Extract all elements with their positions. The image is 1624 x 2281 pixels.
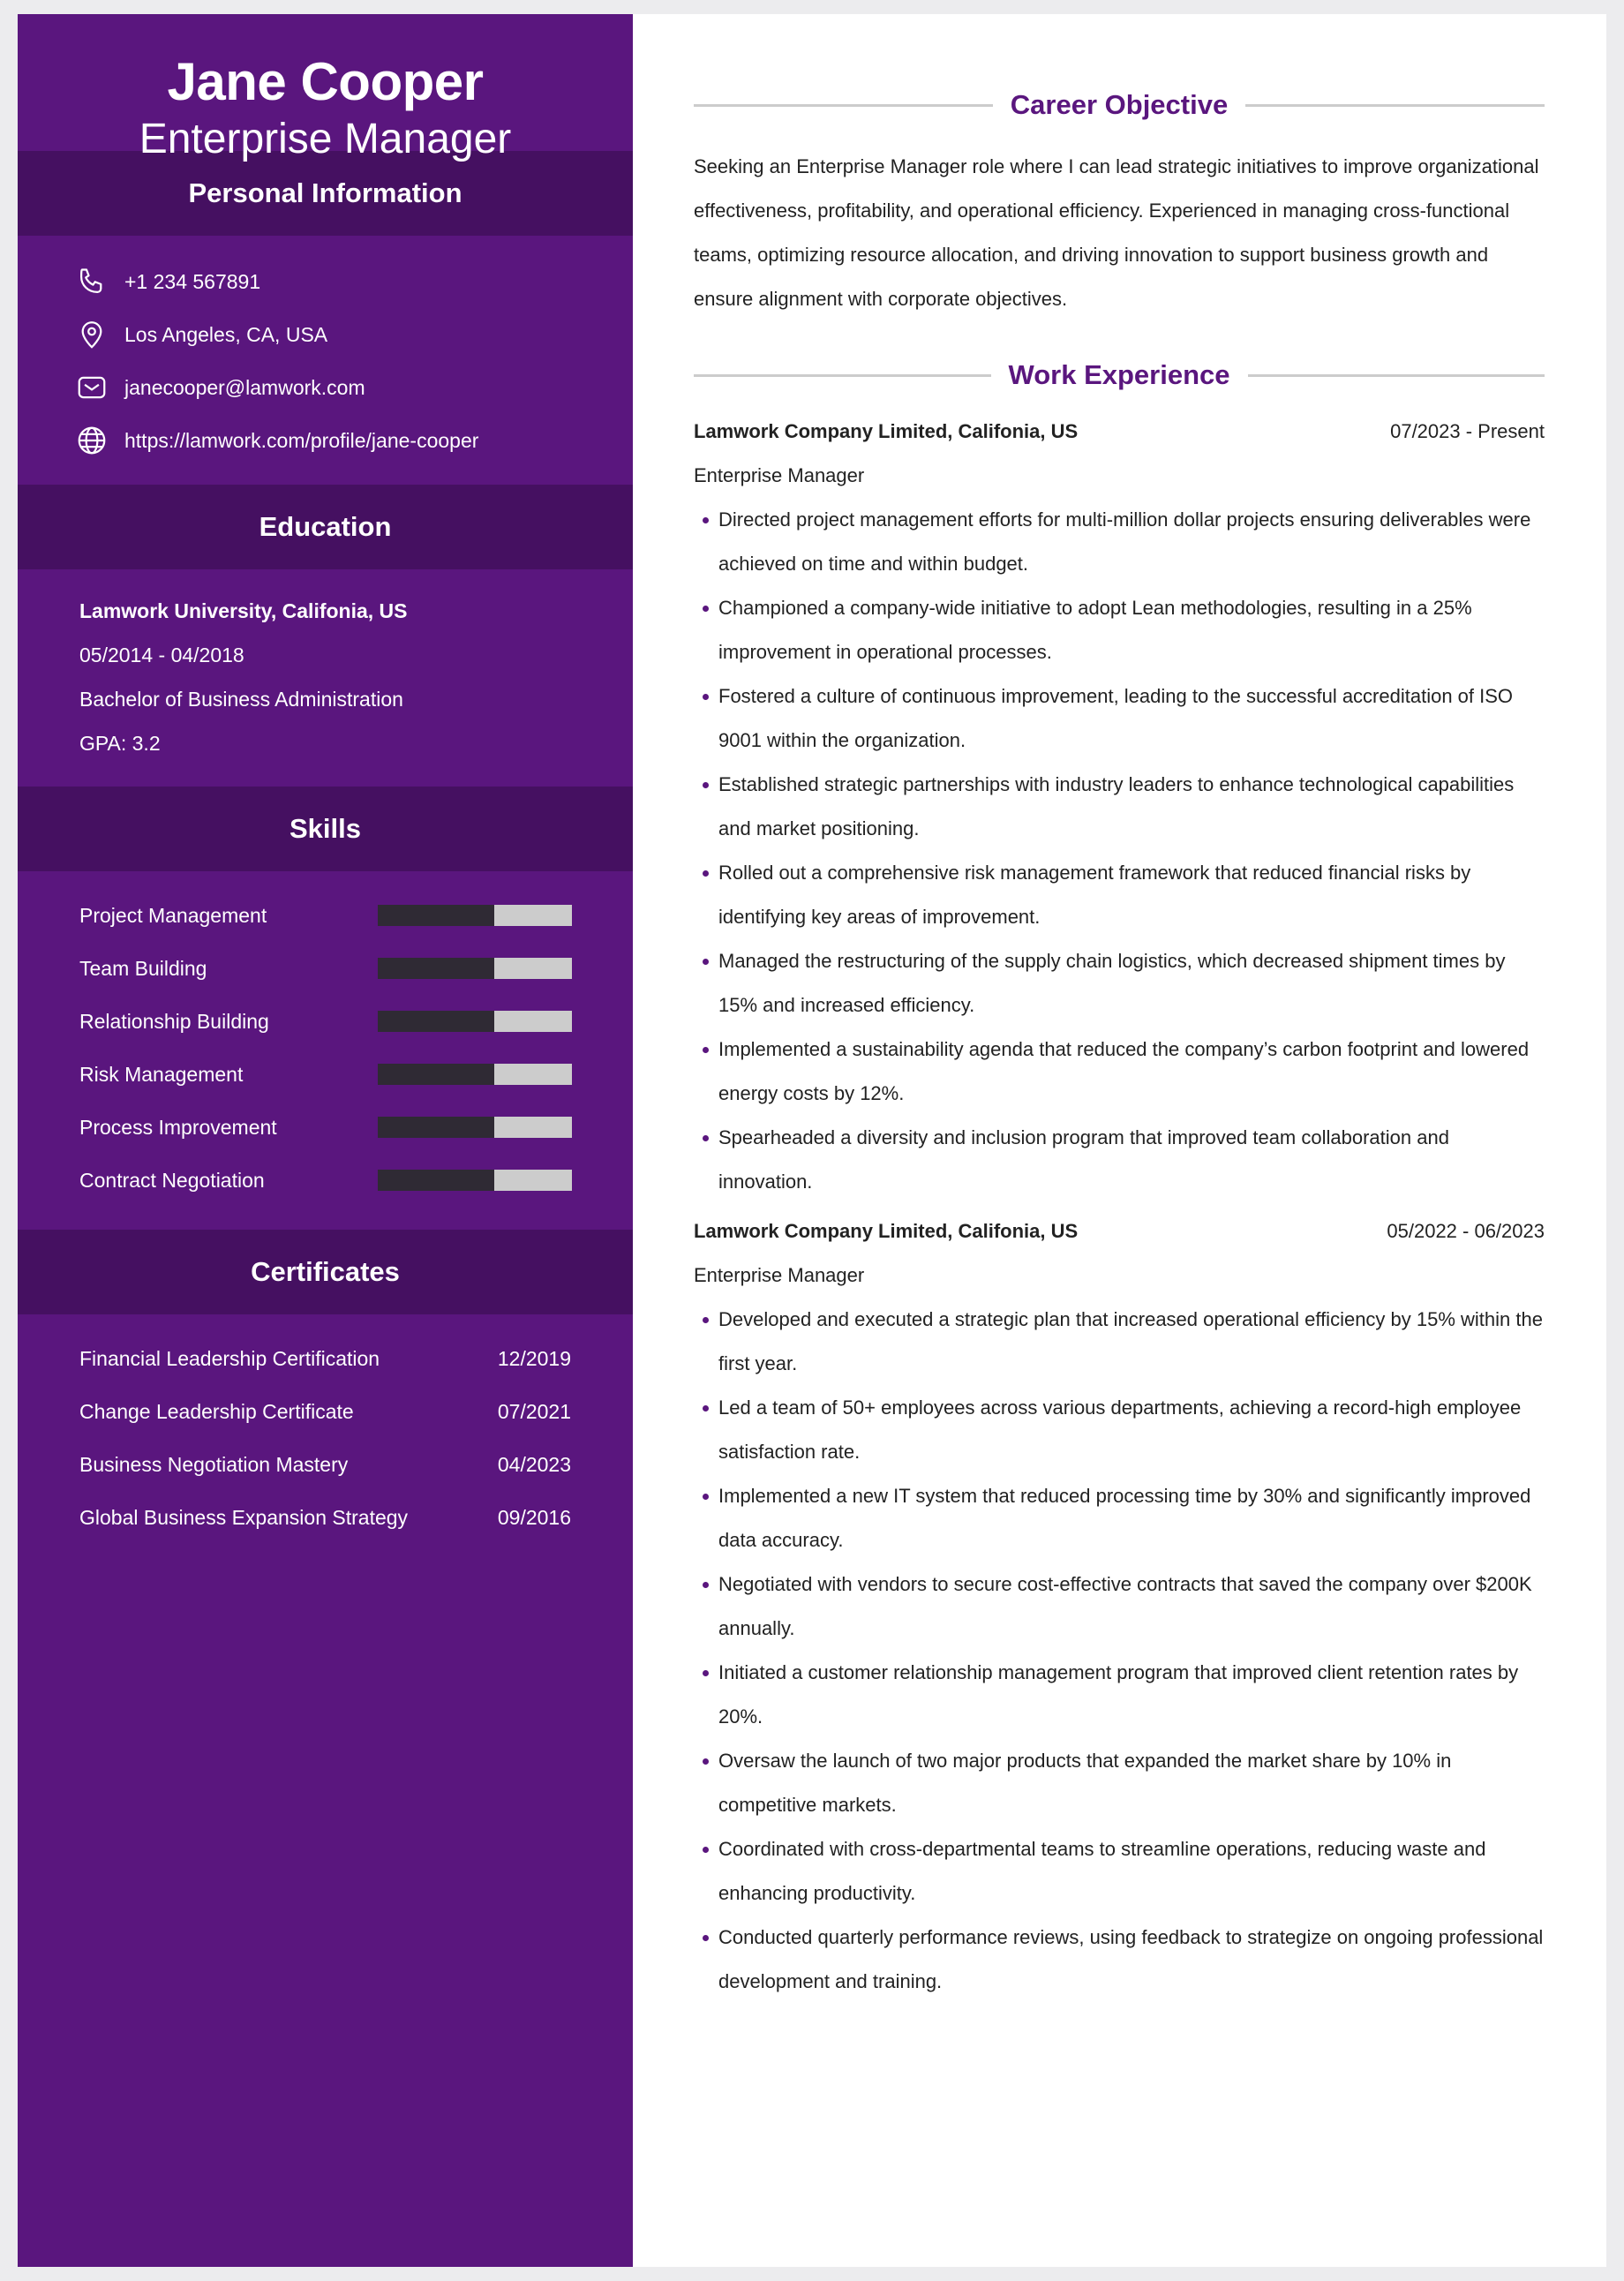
skill-level-bar (378, 1117, 572, 1138)
job-bullet: Coordinated with cross-departmental teams to streamline operations, reducing waste and enhancing productivity. (718, 1827, 1545, 1916)
job-bullet: Implemented a sustainability agenda that reduced the company’s carbon footprint and lowered energy costs by 12%. (718, 1028, 1545, 1116)
candidate-title: Enterprise Manager (139, 116, 512, 162)
job-bullet: Fostered a culture of continuous improvement, leading to the successful accreditation of ISO 9001 within the organization. (718, 674, 1545, 763)
skill-level-bar (378, 1064, 572, 1085)
skill-name: Contract Negotiation (79, 1168, 265, 1192)
skill-level-fill (378, 1170, 494, 1191)
heading-divider (694, 374, 991, 377)
job-bullet: Directed project management efforts for multi-million dollar projects ensuring deliverables were achieved on time and within budget. (718, 498, 1545, 586)
work-experience-heading (694, 346, 1545, 404)
job-bullet: Established strategic partnerships with industry leaders to enhance technological capabilities and market positioning. (718, 763, 1545, 851)
skill-item (18, 1154, 633, 1207)
skill-level-fill (378, 1117, 494, 1138)
education-heading: Education (18, 485, 633, 569)
job-bullet: Oversaw the launch of two major products that expanded the market share by 10% in competitive markets. (718, 1739, 1545, 1827)
sidebar (18, 14, 633, 2267)
skill-item (18, 1048, 633, 1101)
skill-item (18, 889, 633, 942)
resume-header (18, 14, 633, 162)
skills-list (18, 871, 633, 1230)
certificate-item (18, 1332, 633, 1385)
job-header (694, 410, 1545, 454)
certificate-name: Business Negotiation Mastery (79, 1452, 349, 1476)
education-gpa: GPA: 3.2 (79, 732, 161, 755)
skills-heading: Skills (18, 787, 633, 871)
personal-info-heading: Personal Information (18, 151, 633, 236)
phone-icon (75, 265, 109, 298)
certificates-heading: Certificates (18, 1230, 633, 1314)
contact-list (18, 236, 633, 485)
job-bullet: Developed and executed a strategic plan that increased operational efficiency by 15% within the first year. (718, 1298, 1545, 1386)
career-objective-title: Career Objective (1010, 89, 1229, 120)
skill-level-bar (378, 958, 572, 979)
job-role: Enterprise Manager (694, 464, 865, 486)
education-entry (18, 569, 633, 787)
skill-level-bar (378, 905, 572, 926)
email-icon (75, 371, 109, 404)
job-bullet: Negotiated with vendors to secure cost-effective contracts that saved the company over $200K annually. (718, 1562, 1545, 1651)
certificate-name: Global Business Expansion Strategy (79, 1505, 409, 1529)
job-bullet: Spearheaded a diversity and inclusion program that improved team collaboration and innovation. (718, 1116, 1545, 1204)
job-bullet: Led a team of 50+ employees across various departments, achieving a record-high employee satisfaction rate. (718, 1386, 1545, 1474)
skill-level-fill (378, 905, 494, 926)
skill-level-fill (378, 1011, 494, 1032)
contact-email-value[interactable]: janecooper@lamwork.com (124, 375, 365, 399)
job-entry (694, 410, 1545, 1204)
certificate-item (18, 1385, 633, 1438)
contact-website (18, 414, 633, 467)
job-company: Lamwork Company Limited, Califonia, US (694, 1220, 1079, 1242)
work-experience-title: Work Experience (1008, 359, 1230, 390)
skill-item (18, 995, 633, 1048)
certificate-date: 12/2019 (497, 1346, 571, 1370)
main-content (633, 14, 1606, 2267)
career-objective-heading (694, 76, 1545, 134)
job-header (694, 1209, 1545, 1253)
contact-website-value[interactable]: https://lamwork.com/profile/jane-cooper (124, 428, 479, 452)
job-entry (694, 1209, 1545, 2004)
job-bullet: Implemented a new IT system that reduced processing time by 30% and significantly improved data accuracy. (718, 1474, 1545, 1562)
skill-name: Project Management (79, 903, 267, 927)
certificates-list (18, 1314, 633, 1544)
job-bullet: Rolled out a comprehensive risk management framework that reduced financial risks by identifying key areas of improvement. (718, 851, 1545, 939)
education-degree: Bachelor of Business Administration (79, 688, 403, 711)
contact-phone (18, 255, 633, 308)
skill-item (18, 942, 633, 995)
education-dates: 05/2014 - 04/2018 (79, 644, 244, 666)
job-bullets (694, 498, 1545, 1204)
job-bullet: Conducted quarterly performance reviews, using feedback to strategize on ongoing professional development and training. (718, 1916, 1545, 2004)
job-bullet: Championed a company-wide initiative to adopt Lean methodologies, resulting in a 25% improvement in operational processes. (718, 586, 1545, 674)
contact-phone-value[interactable]: +1 234 567891 (124, 269, 261, 293)
job-bullets (694, 1298, 1545, 2004)
certificate-date: 04/2023 (497, 1452, 571, 1476)
skill-name: Relationship Building (79, 1009, 269, 1033)
contact-location (18, 308, 633, 361)
skill-level-bar (378, 1011, 572, 1032)
job-dates: 07/2023 - Present (1390, 420, 1545, 442)
certificate-item (18, 1491, 633, 1544)
skill-item (18, 1101, 633, 1154)
location-icon (75, 318, 109, 351)
globe-icon (75, 424, 109, 457)
skill-level-bar (378, 1170, 572, 1191)
job-bullet: Initiated a customer relationship management program that improved client retention rates by 20%. (718, 1651, 1545, 1739)
skill-name: Team Building (79, 956, 207, 980)
certificate-name: Change Leadership Certificate (79, 1399, 354, 1423)
job-company: Lamwork Company Limited, Califonia, US (694, 420, 1079, 442)
resume-page (18, 14, 1606, 2267)
certificate-date: 09/2016 (497, 1505, 571, 1529)
heading-divider (1248, 374, 1545, 377)
job-bullet: Managed the restructuring of the supply chain logistics, which decreased shipment times by 15% and increased efficiency. (718, 939, 1545, 1028)
job-role: Enterprise Manager (694, 1264, 865, 1286)
skill-level-fill (378, 1064, 494, 1085)
heading-divider (1245, 104, 1545, 107)
skill-name: Risk Management (79, 1062, 244, 1086)
skill-name: Process Improvement (79, 1115, 277, 1139)
certificate-name: Financial Leadership Certification (79, 1346, 380, 1370)
contact-location-value: Los Angeles, CA, USA (124, 322, 328, 346)
heading-divider (694, 104, 993, 107)
job-dates: 05/2022 - 06/2023 (1387, 1220, 1545, 1242)
career-objective-text: Seeking an Enterprise Manager role where I can lead strategic initiatives to improve organizational effectiveness, profitability, and operational efficiency. Experienced in managing cross-functional teams, optimizing resource allocation, and driving innovation to support business growth and ensure alignment with corporate objectives. (694, 155, 1539, 310)
education-school: Lamwork University, Califonia, US (79, 599, 408, 622)
candidate-name: Jane Cooper (167, 52, 484, 111)
contact-email (18, 361, 633, 414)
certificate-item (18, 1438, 633, 1491)
certificate-date: 07/2021 (497, 1399, 571, 1423)
skill-level-fill (378, 958, 494, 979)
